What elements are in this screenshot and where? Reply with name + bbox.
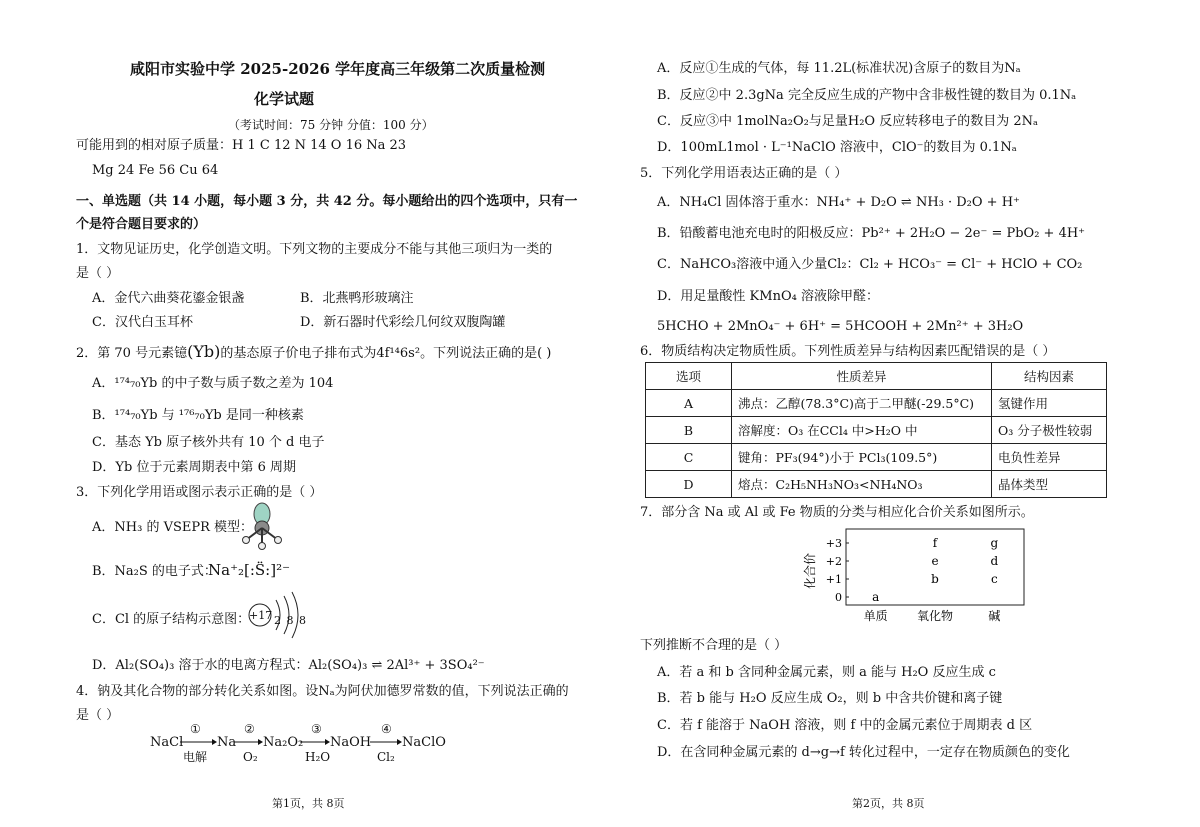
q2-stem-symbol: (Yb): [187, 342, 221, 361]
atomic-mass-line-1: 可能用到的相对原子质量：H 1 C 12 N 14 O 16 Na 23: [76, 138, 407, 153]
q1-option-d: D．新石器时代彩绘几何纹双腹陶罐: [300, 315, 506, 330]
chart-ytick-label: +2: [825, 555, 842, 568]
scheme-step-condition: 电解: [183, 750, 208, 764]
section-heading-1: 一、单选题（共 14 小题，每小题 3 分，共 42 分。每小题给出的四个选项中，只有一: [76, 194, 578, 209]
time-info: （考试时间：75 分钟 分值：100 分）: [228, 118, 434, 132]
q5-option-c: C．NaHCO₃溶液中通入少量Cl₂：Cl₂ + HCO₃⁻ = Cl⁻ + HClO + CO₂: [657, 257, 1083, 272]
exam-title: 咸阳市实验中学 2025-2026 学年度高三年级第二次质量检测: [130, 60, 546, 78]
table-cell: 晶体类型: [992, 471, 1107, 498]
table-cell: 沸点：乙醇(78.3°C)高于二甲醚(-29.5°C): [732, 390, 992, 417]
q3-option-b: B．Na₂S 的电子式：: [92, 564, 217, 579]
scheme-species: NaClO: [402, 735, 446, 750]
scheme-step-number: ③: [311, 722, 322, 736]
table-row: [646, 444, 1107, 471]
q1-stem-2: 是（ ）: [76, 266, 120, 281]
q6-stem: 6．物质结构决定物质性质。下列性质差异与结构因素匹配错误的是（ ）: [640, 344, 1056, 359]
chart-xticks: [864, 608, 1001, 623]
table-cell: 键角：PF₃(94°)小于 PCl₃(109.5°): [732, 444, 992, 471]
table-cell: 氢键作用: [992, 390, 1107, 417]
table-cell: 熔点：C₂H₅NH₃NO₃<NH₄NO₃: [732, 471, 992, 498]
q2-option-b: B．¹⁷⁴₇₀Yb 与 ¹⁷⁶₇₀Yb 是同一种核素: [92, 408, 304, 423]
scheme-species: NaOH: [330, 735, 372, 750]
chart-ylabel: 化合价: [803, 552, 817, 590]
chart-xtick-label: 氧化物: [916, 609, 954, 623]
scheme-step-condition: Cl₂: [377, 750, 395, 764]
q7-stem: 7．部分含 Na 或 Al 或 Fe 物质的分类与相应化合价关系如图所示。: [640, 505, 1034, 520]
chart-point-label: e: [931, 554, 939, 568]
q7-option-b: B．若 b 能与 H₂O 反应生成 O₂，则 b 中含共价键和离子键: [657, 691, 1003, 706]
q5-option-b: B．铅酸蓄电池充电时的阳极反应：Pb²⁺ + 2H₂O − 2e⁻ = PbO₂ + 4H⁺: [657, 226, 1086, 241]
q1-option-b: B．北燕鸭形玻璃注: [300, 291, 414, 306]
table-cell: 电负性差异: [992, 444, 1107, 471]
table-header-row: [646, 363, 1107, 390]
page-footer-left: 第1页，共 8页: [272, 797, 345, 810]
chart-ytick-label: +1: [825, 573, 842, 586]
q3-b-formula: Na⁺₂[:S̈:]²⁻: [208, 561, 291, 579]
q5-option-a: A．NH₄Cl 固体溶于重水：NH₄⁺ + D₂O ⇌ NH₃ · D₂O + H⁺: [657, 195, 1020, 210]
table-header-cell: 结构因素: [992, 363, 1107, 390]
atom-shells-label: 2 8 8: [274, 614, 307, 627]
scheme-step-number: ④: [381, 722, 392, 736]
table-row: [646, 390, 1107, 417]
chart-ytick-label: +3: [825, 537, 842, 550]
atomic-mass-line-2: Mg 24 Fe 56 Cu 64: [92, 163, 219, 178]
q1-option-c: C．汉代白玉耳杯: [92, 315, 193, 330]
q3-option-d: D．Al₂(SO₄)₃ 溶于水的电离方程式：Al₂(SO₄)₃ ⇌ 2Al³⁺ + 3SO₄²⁻: [92, 658, 485, 673]
table-cell: B: [646, 417, 732, 444]
section-heading-2: 个是符合题目要求的）: [76, 217, 207, 232]
q7-option-c: C．若 f 能溶于 NaOH 溶液，则 f 中的金属元素位于周期表 d 区: [657, 718, 1033, 733]
chart-xtick-label: 碱: [988, 609, 1001, 623]
table-row: [646, 471, 1107, 498]
q4-option-d: D．100mL1mol · L⁻¹NaClO 溶液中，ClO⁻的数目为 0.1Nₐ: [657, 140, 1017, 155]
q4-stem-1: 4．钠及其化合物的部分转化关系如图。设Nₐ为阿伏加德罗常数的值，下列说法正确的: [76, 684, 569, 699]
chart-point-label: f: [932, 536, 938, 550]
scheme-step-number: ②: [244, 722, 255, 736]
q4-stem-2: 是（ ）: [76, 708, 120, 723]
table-header-cell: 性质差异: [732, 363, 992, 390]
chart-ytick-label: 0: [835, 591, 842, 604]
chart-point-label: d: [990, 554, 999, 568]
chart-point-label: g: [990, 536, 999, 550]
q2-stem-post: 的基态原子价电子排布式为: [220, 346, 377, 361]
q7-judge: 下列推断不合理的是（ ）: [640, 638, 788, 653]
table-cell: O₃ 分子极性较弱: [992, 417, 1107, 444]
q2-option-a: A．¹⁷⁴₇₀Yb 的中子数与质子数之差为 104: [92, 376, 334, 391]
q5-option-d: D．用足量酸性 KMnO₄ 溶液除甲醛：: [657, 289, 879, 304]
q4-option-c: C．反应③中 1molNa₂O₂与足量H₂O 反应转移电子的数目为 2Nₐ: [657, 114, 1038, 129]
chart-point-label: a: [872, 590, 880, 604]
scheme-step-number: ①: [190, 722, 201, 736]
scheme-species: NaCl: [150, 735, 184, 750]
atom-nucleus-label: +17: [249, 609, 273, 622]
scheme-step-condition: O₂: [243, 750, 258, 764]
chart-point-label: b: [931, 572, 939, 586]
subject-title: 化学试题: [254, 90, 315, 108]
scheme-step-condition: H₂O: [305, 750, 331, 764]
chart-xtick-label: 单质: [863, 609, 888, 623]
q3-option-c: C．Cl 的原子结构示意图：: [92, 612, 251, 627]
table-cell: D: [646, 471, 732, 498]
table-row: [646, 417, 1107, 444]
chart-points: [872, 536, 998, 604]
q4-option-b: B．反应②中 2.3gNa 完全反应生成的产物中含非极性键的数目为 0.1Nₐ: [657, 88, 1077, 103]
chart-point-label: c: [990, 572, 998, 586]
scheme-species: Na₂O₂: [263, 735, 304, 750]
q7-option-d: D．在含同种金属元素的 d→g→f 转化过程中，一定存在物质颜色的变化: [657, 745, 1070, 760]
q2-stem-pre: 2．第 70 号元素镱: [76, 346, 188, 361]
q4-option-a: A．反应①生成的气体，每 11.2L(标准状况)含原子的数目为Nₐ: [657, 61, 1021, 76]
q1-stem-1: 1．文物见证历史，化学创造文明。下列文物的主要成分不能与其他三项归为一类的: [76, 242, 553, 257]
q5-option-d-equation: 5HCHO + 2MnO₄⁻ + 6H⁺ = 5HCOOH + 2Mn²⁺ + 3H₂O: [657, 319, 1024, 334]
q3-stem: 3．下列化学用语或图示表示正确的是（ ）: [76, 485, 323, 500]
q2-option-d: D．Yb 位于元素周期表中第 6 周期: [92, 460, 296, 475]
valence-chart: [800, 525, 1030, 625]
q7-option-a: A．若 a 和 b 含同种金属元素，则 a 能与 H₂O 反应生成 c: [657, 665, 996, 680]
q2-stem-tail: 。下列说法正确的是( ): [420, 346, 552, 361]
scheme-species: Na: [217, 735, 237, 750]
q2-option-c: C．基态 Yb 原子核外共有 10 个 d 电子: [92, 435, 325, 450]
table-cell: A: [646, 390, 732, 417]
q6-table: [645, 362, 1107, 498]
table-header-cell: 选项: [646, 363, 732, 390]
q2-config: 4f¹⁴6s²: [376, 346, 421, 361]
q3-option-a: A．NH₃ 的 VSEPR 模型：: [92, 520, 254, 535]
page-footer-right: 第2页，共 8页: [852, 797, 925, 810]
table-cell: 溶解度：O₃ 在CCl₄ 中>H₂O 中: [732, 417, 992, 444]
q1-option-a: A．金代六曲葵花鎏金银盏: [92, 291, 245, 306]
q5-stem: 5．下列化学用语表达正确的是（ ）: [640, 166, 848, 181]
table-cell: C: [646, 444, 732, 471]
